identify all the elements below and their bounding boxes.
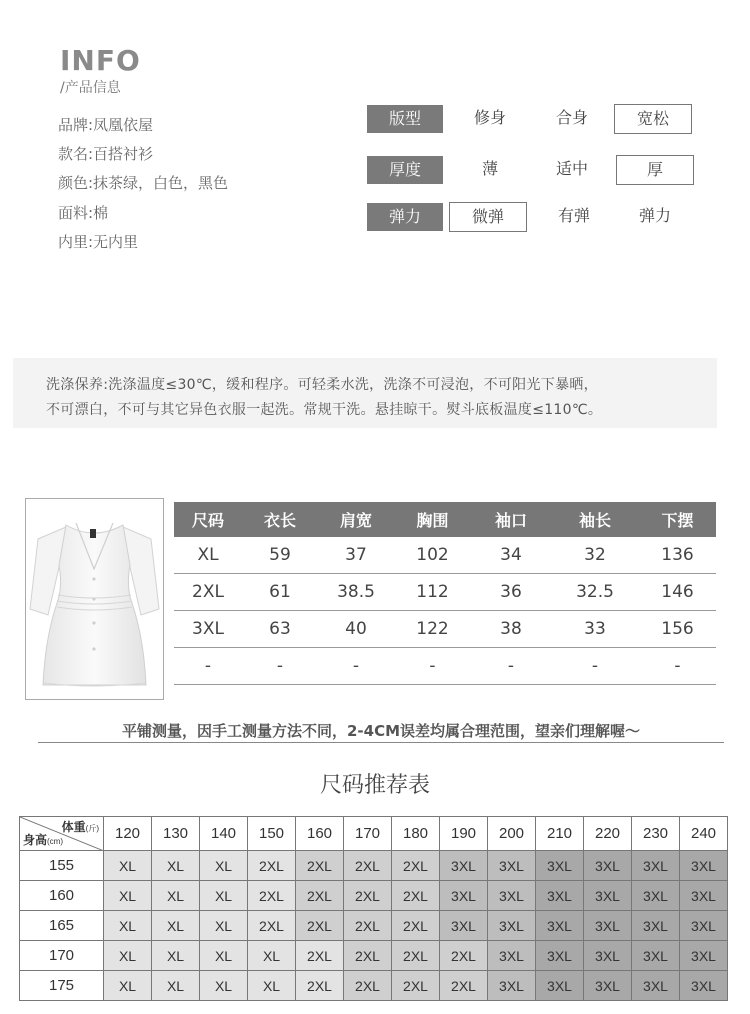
recommended-size-cell: 3XL: [680, 881, 728, 911]
thickness-option-thick-selected: 厚: [616, 155, 694, 185]
recommended-size-cell: 3XL: [488, 881, 536, 911]
table-cell: 63: [269, 619, 291, 639]
recommended-size-cell: 3XL: [584, 911, 632, 941]
recommended-size-cell: XL: [104, 941, 152, 971]
recommended-size-cell: 3XL: [584, 881, 632, 911]
recommended-size-cell: 3XL: [488, 851, 536, 881]
weight-header-cell: 140: [200, 817, 248, 851]
recommended-size-cell: XL: [104, 851, 152, 881]
elasticity-label: 弹力: [367, 203, 443, 231]
recommended-size-cell: 2XL: [440, 971, 488, 1001]
table-cell: 102: [416, 545, 449, 565]
recommended-size-cell: XL: [152, 941, 200, 971]
weight-header-cell: 190: [440, 817, 488, 851]
header-hem: 下摆: [661, 511, 694, 530]
weight-header-cell: 230: [632, 817, 680, 851]
recommended-size-cell: 3XL: [632, 851, 680, 881]
table-cell: 2XL: [192, 582, 224, 602]
recommended-size-cell: XL: [104, 971, 152, 1001]
header-bust: 胸围: [416, 511, 449, 530]
table-cell: -: [591, 656, 599, 676]
thickness-label: 厚度: [367, 156, 443, 184]
fit-label: 版型: [367, 105, 443, 133]
weight-header-cell: 200: [488, 817, 536, 851]
height-cell: 155: [20, 851, 104, 881]
table-cell: 59: [269, 545, 291, 565]
recommended-size-cell: 2XL: [344, 911, 392, 941]
height-weight-corner: [20, 817, 104, 851]
recommended-size-cell: 2XL: [296, 881, 344, 911]
recommended-size-cell: 3XL: [632, 941, 680, 971]
table-cell: 112: [416, 582, 449, 602]
recommended-size-cell: 3XL: [632, 911, 680, 941]
size-table: [174, 502, 716, 685]
weight-header-cell: 130: [152, 817, 200, 851]
fit-option-regular: 合身: [555, 108, 588, 127]
table-cell: 146: [661, 582, 694, 602]
recommended-size-cell: 2XL: [392, 911, 440, 941]
recommended-size-cell: 3XL: [632, 971, 680, 1001]
recommended-size-cell: 2XL: [296, 851, 344, 881]
recommended-size-cell: 2XL: [248, 911, 296, 941]
thickness-option-thin: 薄: [481, 159, 498, 178]
recommended-size-cell: XL: [152, 881, 200, 911]
weight-header-row: [20, 817, 728, 851]
lining-line: 内里:无内里: [58, 233, 139, 251]
recommendation-row: [20, 851, 728, 881]
header-cuff: 袖口: [494, 511, 527, 530]
table-cell: 61: [269, 582, 291, 602]
recommended-size-cell: 3XL: [536, 941, 584, 971]
care-line-1: 洗涤保养:洗涤温度≤30℃，缓和程序。可轻柔水洗，洗涤不可浸泡，不可阳光下暴晒，: [46, 377, 598, 393]
table-cell: -: [276, 656, 284, 676]
info-title: INFO: [60, 44, 141, 77]
table-row: [174, 574, 716, 611]
weight-header-cell: 210: [536, 817, 584, 851]
table-cell: 37: [345, 545, 367, 565]
recommended-size-cell: 3XL: [440, 851, 488, 881]
weight-axis-label: 体重(斤): [61, 820, 99, 834]
care-line-2: 不可漂白，不可与其它异色衣服一起洗。常规干洗。悬挂晾干。熨斗底板温度≤110℃。: [46, 402, 603, 418]
recommended-size-cell: XL: [200, 851, 248, 881]
recommended-size-cell: 3XL: [680, 971, 728, 1001]
weight-header-cell: 150: [248, 817, 296, 851]
recommended-size-cell: 3XL: [632, 881, 680, 911]
recommended-size-cell: XL: [248, 971, 296, 1001]
fit-option-slim: 修身: [473, 108, 506, 127]
size-recommendation-table: [19, 816, 728, 1001]
recommended-size-cell: 3XL: [584, 971, 632, 1001]
table-cell: -: [429, 656, 436, 676]
recommendation-title: 尺码推荐表: [319, 773, 430, 798]
table-cell: 34: [500, 545, 522, 565]
recommendation-row: [20, 911, 728, 941]
height-cell: 170: [20, 941, 104, 971]
recommended-size-cell: XL: [248, 941, 296, 971]
table-cell: 156: [661, 619, 694, 639]
table-cell: 33: [584, 619, 606, 639]
recommended-size-cell: XL: [200, 941, 248, 971]
header-shoulder: 肩宽: [339, 511, 372, 530]
elasticity-option-stretch: 有弹: [557, 206, 590, 225]
recommended-size-cell: 2XL: [392, 971, 440, 1001]
color-line: 颜色:抹茶绿，白色，黑色: [58, 174, 229, 192]
table-cell: 32: [584, 545, 606, 565]
table-cell: 3XL: [192, 619, 224, 639]
recommended-size-cell: XL: [200, 971, 248, 1001]
recommended-size-cell: 3XL: [440, 911, 488, 941]
recommended-size-cell: 2XL: [296, 971, 344, 1001]
weight-header-cell: 120: [104, 817, 152, 851]
recommended-size-cell: XL: [152, 971, 200, 1001]
recommended-size-cell: 2XL: [296, 911, 344, 941]
white-blouse-illustration: [26, 499, 163, 699]
recommendation-row: [20, 971, 728, 1001]
recommended-size-cell: 2XL: [392, 941, 440, 971]
recommended-size-cell: 3XL: [584, 941, 632, 971]
table-cell: 36: [500, 582, 522, 602]
weight-header-cell: 160: [296, 817, 344, 851]
height-cell: 160: [20, 881, 104, 911]
recommended-size-cell: 2XL: [344, 941, 392, 971]
recommended-size-cell: 3XL: [488, 971, 536, 1001]
table-cell: XL: [197, 545, 219, 565]
table-cell: -: [204, 656, 212, 676]
recommended-size-cell: 2XL: [248, 851, 296, 881]
header-length: 衣长: [263, 511, 296, 530]
table-row: [174, 537, 716, 574]
recommended-size-cell: 3XL: [584, 851, 632, 881]
table-cell: 38: [500, 619, 522, 639]
table-cell: -: [352, 656, 360, 676]
measurement-note: 平铺测量，因手工测量方法不同，2-4CM误差均属合理范围，望亲们理解喔～: [121, 722, 641, 740]
recommended-size-cell: XL: [152, 911, 200, 941]
weight-header-cell: 220: [584, 817, 632, 851]
height-cell: 165: [20, 911, 104, 941]
recommended-size-cell: 2XL: [344, 851, 392, 881]
table-cell: 136: [661, 545, 694, 565]
table-cell: 38.5: [337, 582, 375, 602]
recommended-size-cell: 2XL: [440, 941, 488, 971]
recommended-size-cell: 2XL: [248, 881, 296, 911]
brand-line: 品牌:凤凰依屋: [58, 116, 154, 134]
elasticity-option-slight-selected: 微弹: [449, 202, 527, 232]
recommendation-row: [20, 941, 728, 971]
recommended-size-cell: 2XL: [344, 971, 392, 1001]
recommended-size-cell: 2XL: [296, 941, 344, 971]
size-table-header: [174, 502, 716, 537]
recommended-size-cell: 3XL: [536, 881, 584, 911]
height-cell: 175: [20, 971, 104, 1001]
weight-header-cell: 180: [392, 817, 440, 851]
recommended-size-cell: 3XL: [536, 911, 584, 941]
table-cell: 122: [416, 619, 449, 639]
table-cell: 40: [345, 619, 367, 639]
recommended-size-cell: 3XL: [536, 971, 584, 1001]
table-cell: 32.5: [576, 582, 614, 602]
product-photo: [25, 498, 164, 700]
recommended-size-cell: 3XL: [488, 911, 536, 941]
care-instructions-box: [13, 358, 717, 428]
fit-option-loose-selected: 宽松: [614, 104, 692, 134]
recommended-size-cell: 3XL: [680, 941, 728, 971]
recommended-size-cell: 2XL: [392, 881, 440, 911]
table-row: [174, 648, 716, 685]
style-name-line: 款名:百搭衬衫: [58, 145, 154, 163]
header-size: 尺码: [191, 511, 224, 530]
elasticity-option-high: 弹力: [638, 206, 671, 225]
recommended-size-cell: 2XL: [392, 851, 440, 881]
recommended-size-cell: XL: [104, 881, 152, 911]
header-sleeve-length: 袖长: [578, 511, 611, 530]
recommended-size-cell: XL: [104, 911, 152, 941]
recommended-size-cell: 3XL: [536, 851, 584, 881]
height-axis-label: 身高(cm): [23, 833, 64, 847]
recommended-size-cell: XL: [200, 911, 248, 941]
table-cell: -: [674, 656, 681, 676]
recommended-size-cell: 3XL: [680, 851, 728, 881]
info-subtitle: /产品信息: [60, 80, 121, 96]
recommended-size-cell: 2XL: [344, 881, 392, 911]
fabric-line: 面料:棉: [58, 204, 109, 222]
recommended-size-cell: XL: [152, 851, 200, 881]
recommended-size-cell: XL: [200, 881, 248, 911]
table-cell: -: [507, 656, 515, 676]
recommended-size-cell: 3XL: [488, 941, 536, 971]
thickness-option-medium: 适中: [555, 159, 588, 178]
recommendation-row: [20, 881, 728, 911]
recommended-size-cell: 3XL: [680, 911, 728, 941]
divider: [38, 742, 724, 743]
table-row: [174, 611, 716, 648]
weight-header-cell: 170: [344, 817, 392, 851]
weight-header-cell: 240: [680, 817, 728, 851]
recommended-size-cell: 3XL: [440, 881, 488, 911]
